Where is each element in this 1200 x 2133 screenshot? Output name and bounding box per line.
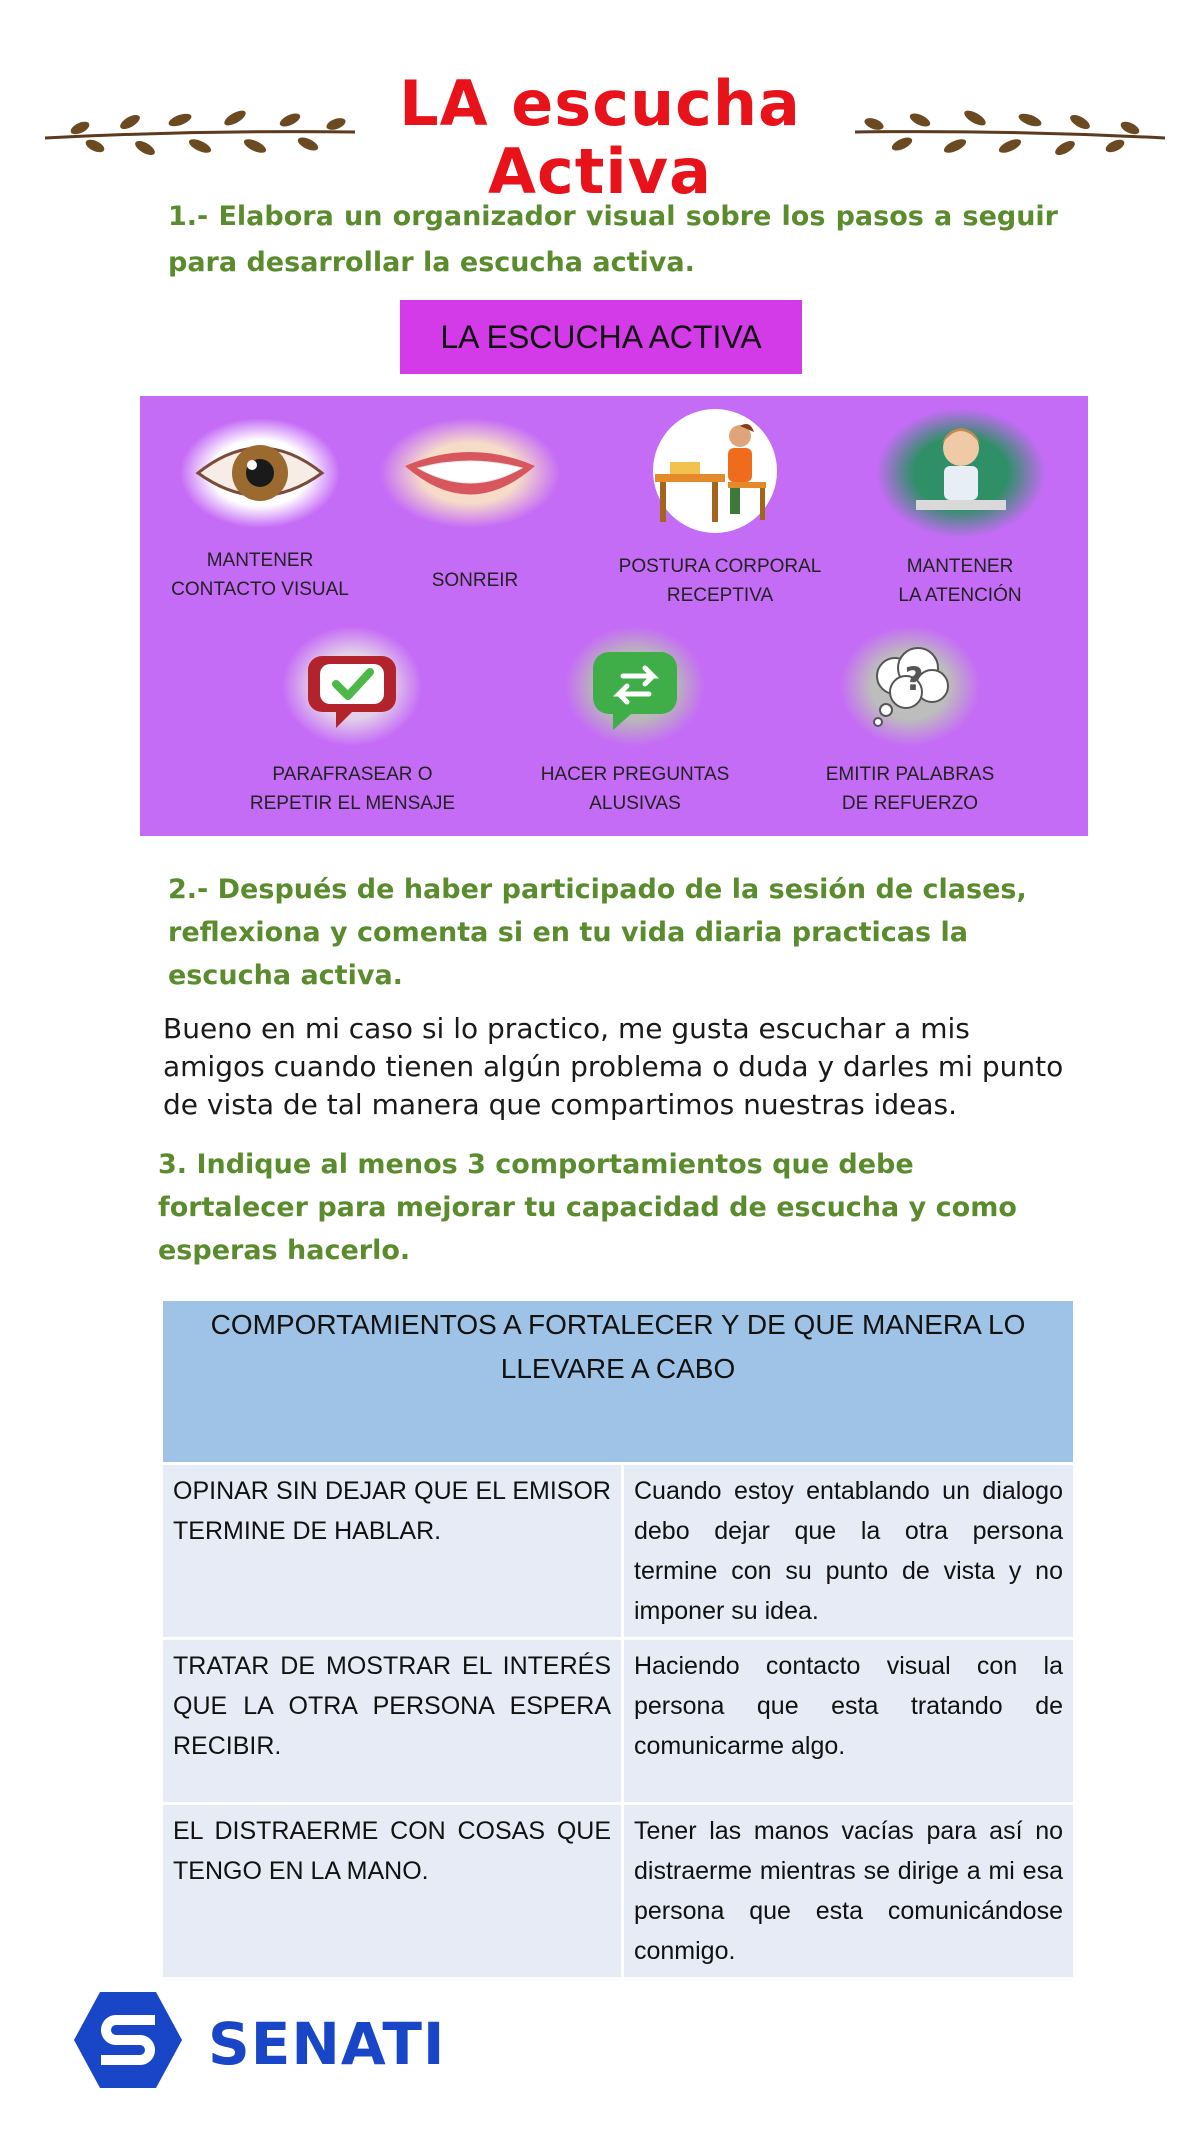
behavior-cell: OPINAR SIN DEJAR QUE EL EMISOR TERMINE DE HABLAR. — [162, 1464, 623, 1639]
organizer-item-1: MANTENER CONTACTO VISUAL — [171, 550, 349, 600]
organizer-item-5: PARAFRASEAR O REPETIR EL MENSAJE — [249, 764, 456, 814]
senati-logo-icon — [72, 1990, 184, 2090]
organizer-item-3: POSTURA CORPORAL RECEPTIVA — [618, 556, 822, 606]
check-bubble-icon — [282, 626, 422, 746]
senati-logo-text: SENATI — [208, 2010, 446, 2078]
page-title: LA escucha Activa — [399, 67, 801, 209]
smile-icon — [380, 418, 560, 528]
question-3: 3. Indique al menos 3 comportamientos que debe fortalecer para mejorar tu capacidad de escucha y como esperas hacerlo. — [158, 1149, 1017, 1266]
question-2: 2.- Después de haber participado de la sesión de clases, reflexiona y comenta si en tu vida diaria practicas la escucha activa. — [168, 874, 1027, 991]
organizer-item-2: SONREIR — [431, 570, 519, 591]
desk-posture-icon — [640, 406, 790, 536]
organizer-item-7: EMITIR PALABRAS DE REFUERZO — [825, 764, 995, 814]
how-cell: Tener las manos vacías para así no distraerme mientras se dirige a mi esa persona que esta comunicándose conmigo. — [623, 1804, 1075, 1979]
behavior-cell: EL DISTRAERME CON COSAS QUE TENGO EN LA MANO. — [162, 1804, 623, 1979]
svg-text:?: ? — [904, 660, 924, 698]
organizer-panel — [140, 396, 1088, 836]
how-cell: Cuando estoy entablando un dialogo debo dejar que la otra persona termine con su punto de vista y no imponer su idea. — [623, 1464, 1075, 1639]
answer-2: Bueno en mi caso si lo practico, me gusta escuchar a mis amigos cuando tienen algún problema o duda y darles mi punto de vista de tal manera que compartimos nuestras ideas. — [163, 1012, 1064, 1121]
organizer-item-6: HACER PREGUNTAS ALUSIVAS — [540, 764, 730, 814]
table-row — [162, 1639, 1075, 1804]
organizer-title-badge: LA ESCUCHA ACTIVA — [400, 300, 802, 374]
vine-ornament-right — [850, 100, 1170, 160]
eye-icon — [180, 418, 340, 528]
question-1: 1.- Elabora un organizador visual sobre los pasos a seguir para desarrollar la escucha activa. — [168, 201, 1058, 278]
behaviors-table — [160, 1298, 1076, 1980]
exchange-bubble-icon — [565, 626, 705, 746]
vine-ornament-left — [40, 100, 360, 160]
attentive-student-icon — [876, 408, 1046, 538]
table-row — [162, 1464, 1075, 1639]
table-row — [162, 1804, 1075, 1979]
organizer-item-4: MANTENER LA ATENCIÓN — [898, 556, 1022, 606]
how-cell: Haciendo contacto visual con la persona que esta tratando de comunicarme algo. — [623, 1639, 1075, 1804]
question-cloud-icon — [840, 626, 980, 746]
behavior-cell: TRATAR DE MOSTRAR EL INTERÉS QUE LA OTRA PERSONA ESPERA RECIBIR. — [162, 1639, 623, 1804]
table-header: COMPORTAMIENTOS A FORTALECER Y DE QUE MANERA LO LLEVARE A CABO — [162, 1300, 1075, 1464]
